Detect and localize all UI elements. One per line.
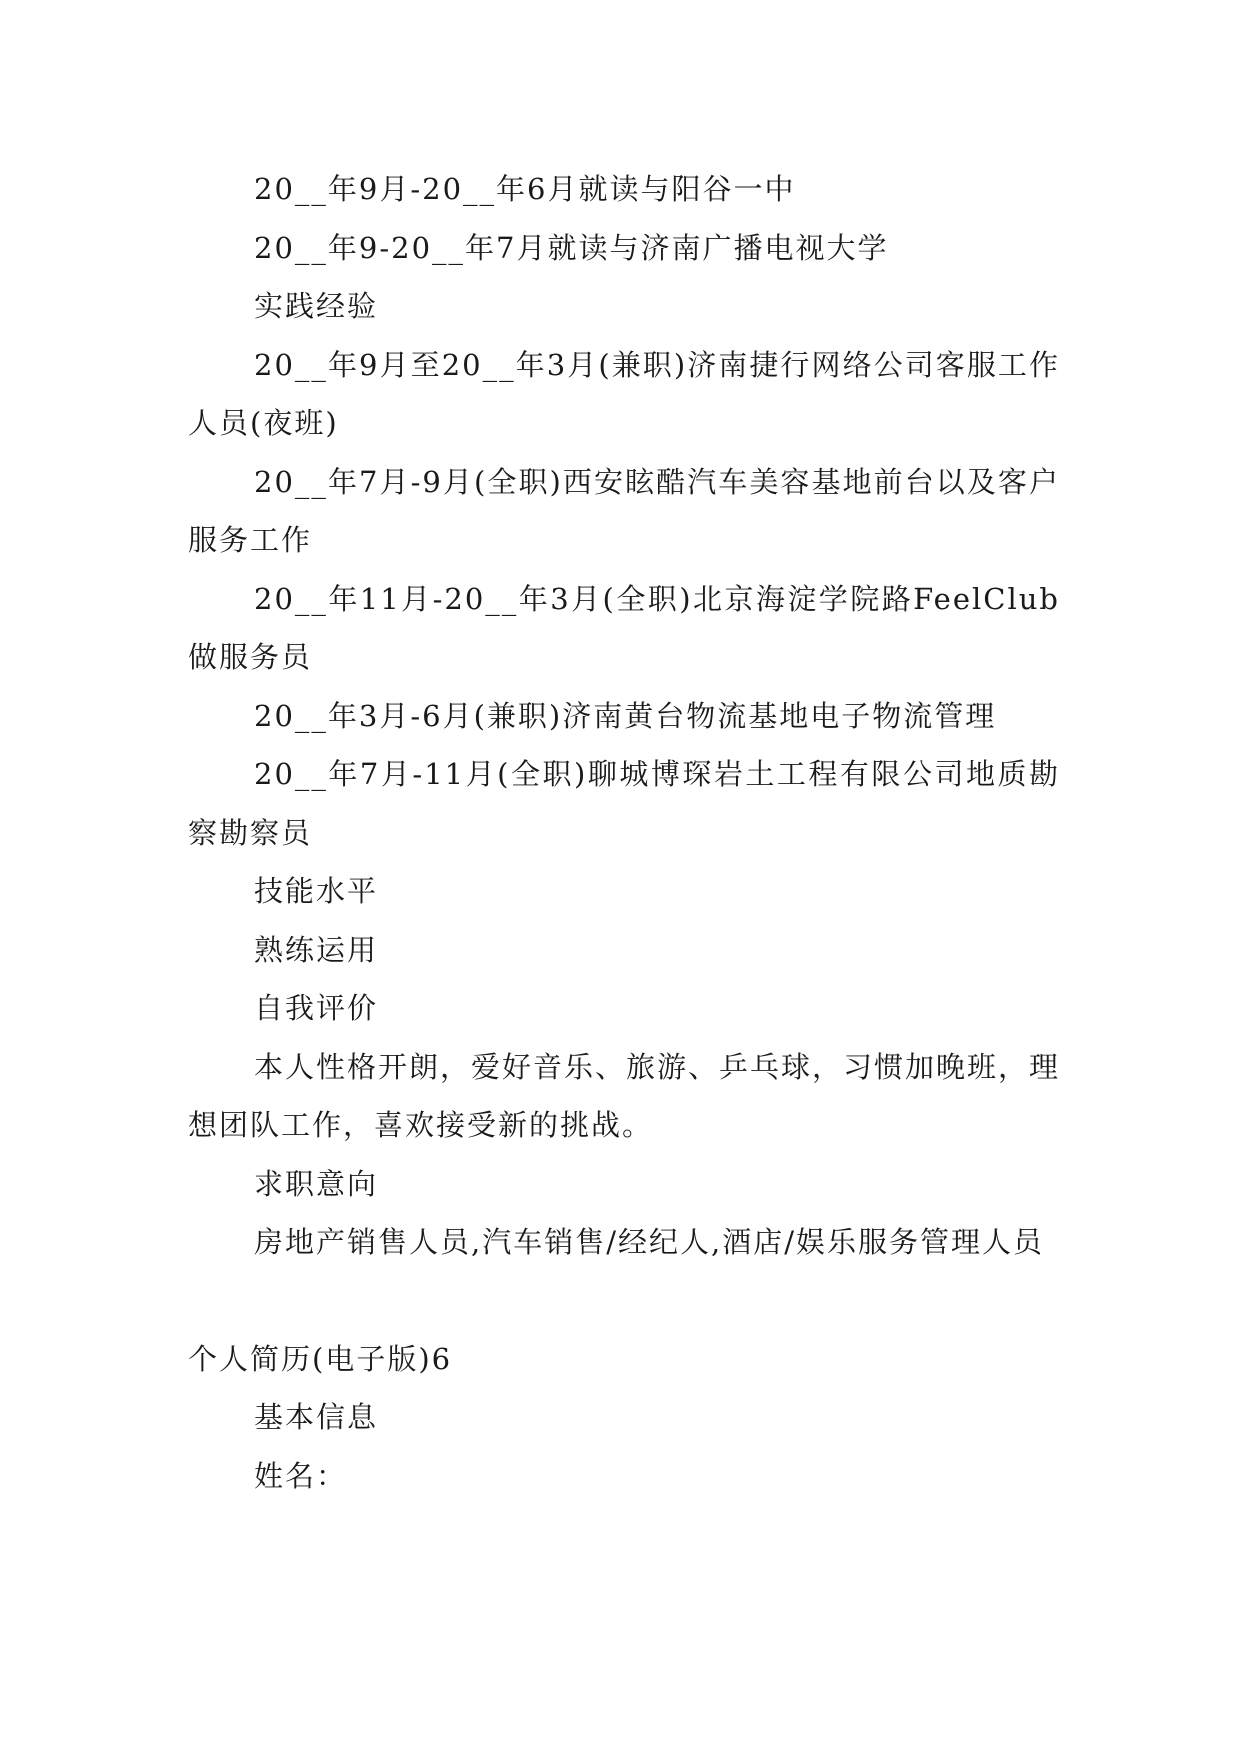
heading-skill-level: 技能水平 (254, 874, 379, 908)
heading-job-intention: 求职意向 (254, 1166, 379, 1201)
document-title: 个人简历(电子版)6 (188, 1341, 453, 1376)
paragraph-experience-2: 20__年7月-9月(全职)西安眩酷汽车美容基地前台以及客户服务工作 (188, 464, 1060, 557)
paragraph-experience-1: 20__年9月至20__年3月(兼职)济南捷行网络公司客服工作人员(夜班) (188, 347, 1060, 440)
paragraph-experience-3: 20__年11月-20__年3月(全职)北京海淀学院路FeelClub做服务员 (188, 581, 1060, 674)
paragraph-experience-4: 20__年3月-6月(兼职)济南黄台物流基地电子物流管理 (254, 698, 997, 733)
paragraph-experience-5: 20__年7月-11月(全职)聊城博琛岩土工程有限公司地质勘察勘察员 (188, 757, 1060, 850)
section-gap (188, 1272, 1060, 1330)
paragraph-self-evaluation: 本人性格开朗，爱好音乐、旅游、乒乓球，习惯加晚班，理想团队工作，喜欢接受新的挑战。 (188, 1049, 1061, 1142)
heading-practice-experience: 实践经验 (254, 289, 379, 323)
paragraph-education-1: 20__年9月-20__年6月就读与阳谷一中 (254, 172, 796, 206)
paragraph-job-intention: 房地产销售人员,汽车销售/经纪人,酒店/娱乐服务管理人员 (254, 1225, 1044, 1259)
heading-self-evaluation: 自我评价 (254, 991, 379, 1025)
paragraph-skill: 熟练运用 (254, 932, 379, 967)
field-name-label: 姓名： (254, 1458, 348, 1493)
heading-basic-info: 基本信息 (254, 1400, 379, 1434)
document-page (188, 160, 1060, 1505)
paragraph-education-2: 20__年9-20__年7月就读与济南广播电视大学 (254, 230, 889, 265)
